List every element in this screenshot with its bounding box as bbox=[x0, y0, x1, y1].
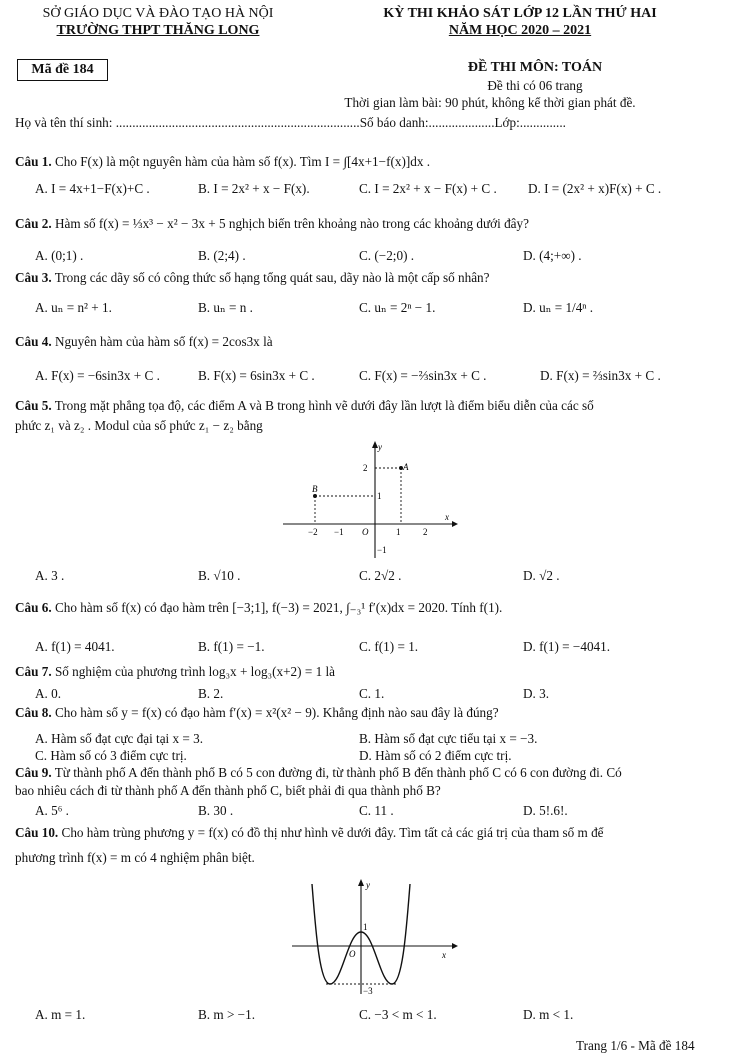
fig1-ytick-2: 2 bbox=[363, 463, 368, 473]
q7-choice-c[interactable]: C. 1. bbox=[359, 686, 385, 701]
fig1-xtick-neg2: −2 bbox=[308, 527, 318, 537]
question-8: Câu 8. Cho hàm số y = f(x) có đạo hàm f′(x) = x²(x² − 9). Khẳng định nào sau đây là đúng? bbox=[15, 705, 499, 720]
q5-choice-b[interactable]: B. √10 . bbox=[198, 568, 241, 583]
question-2: Câu 2. Hàm số f(x) = ⅓x³ − x² − 3x + 5 nghịch biến trên khoảng nào trong các khoảng dưới đây? bbox=[15, 216, 529, 231]
department-name: SỞ GIÁO DỤC VÀ ĐÀO TẠO HÀ NỘI bbox=[42, 6, 274, 21]
q4-choice-d[interactable]: D. F(x) = ⅔sin3x + C . bbox=[540, 368, 661, 383]
q8-choice-d[interactable]: D. Hàm số có 2 điểm cực trị. bbox=[359, 748, 512, 763]
question-1: Câu 1. Cho F(x) là một nguyên hàm của hàm số f(x). Tìm I = ∫[4x+1−f(x)]dx . bbox=[15, 154, 431, 169]
question-3: Câu 3. Trong các dãy số có công thức số hạng tổng quát sau, dãy nào là một cấp số nhân? bbox=[15, 270, 490, 285]
question-5: Câu 5. Trong mặt phẳng tọa độ, các điểm A và B trong hình vẽ dưới đây lần lượt là điểm biểu diễn của các số bbox=[15, 398, 594, 413]
q9-choice-c[interactable]: C. 11 . bbox=[359, 803, 394, 818]
fig2-y-label: y bbox=[366, 880, 370, 890]
fig1-xtick-neg1: −1 bbox=[334, 527, 344, 537]
subject-title: ĐỀ THI MÔN: TOÁN bbox=[467, 60, 603, 75]
q7-choice-b[interactable]: B. 2. bbox=[198, 686, 224, 701]
question-10: Câu 10. Cho hàm trùng phương y = f(x) có đồ thị như hình vẽ dưới đây. Tìm tất cả các giá trị của tham số m để bbox=[15, 825, 604, 840]
y-axis-arrow bbox=[358, 879, 364, 886]
q6-choice-c[interactable]: C. f(1) = 1. bbox=[359, 639, 419, 654]
fig2-ym3-label: −3 bbox=[363, 986, 373, 996]
question-4: Câu 4. Nguyên hàm của hàm số f(x) = 2cos3x là bbox=[15, 334, 273, 349]
q9-choice-d[interactable]: D. 5!.6!. bbox=[523, 803, 568, 818]
q7-choice-a[interactable]: A. 0. bbox=[35, 686, 62, 701]
fig1-y-label: y bbox=[378, 442, 382, 452]
x-axis-arrow bbox=[452, 943, 458, 949]
x-axis-arrow bbox=[452, 521, 458, 527]
q1-choice-a[interactable]: A. I = 4x+1−F(x)+C . bbox=[35, 181, 150, 196]
fig1-origin-label: O bbox=[362, 527, 369, 537]
q2-choice-b[interactable]: B. (2;4) . bbox=[198, 248, 246, 263]
q5-choice-c[interactable]: C. 2√2 . bbox=[359, 568, 402, 583]
q2-choice-c[interactable]: C. (−2;0) . bbox=[359, 248, 415, 263]
fig2-x-label: x bbox=[442, 950, 446, 960]
q10-choice-d[interactable]: D. m < 1. bbox=[523, 1007, 574, 1022]
q9-choice-a[interactable]: A. 5⁶ . bbox=[35, 803, 69, 818]
q5-choice-d[interactable]: D. √2 . bbox=[523, 568, 560, 583]
q3-choice-d[interactable]: D. uₙ = 1/4ⁿ . bbox=[523, 300, 594, 315]
q2-choice-d[interactable]: D. (4;+∞) . bbox=[523, 248, 582, 263]
q3-choice-a[interactable]: A. uₙ = n² + 1. bbox=[35, 300, 112, 315]
q6-choice-a[interactable]: A. f(1) = 4041. bbox=[35, 639, 115, 654]
question-9: Câu 9. Từ thành phố A đến thành phố B có 5 con đường đi, từ thành phố B đến thành phố C có 6 con đường đi. Có bbox=[15, 765, 622, 780]
question-7: Câu 7. Số nghiệm của phương trình log₃x + log₃(x+2) = 1 là bbox=[15, 664, 335, 679]
point-b bbox=[313, 494, 317, 498]
figure-complex-plane bbox=[280, 438, 460, 562]
q10-choice-b[interactable]: B. m > −1. bbox=[198, 1007, 256, 1022]
school-name: TRƯỜNG THPT THĂNG LONG bbox=[56, 23, 260, 38]
question-6: Câu 6. Cho hàm số f(x) có đạo hàm trên [−3;1], f(−3) = 2021, ∫₋₃¹ f′(x)dx = 2020. Tính f(1). bbox=[15, 600, 503, 615]
q9-choice-b[interactable]: B. 30 . bbox=[198, 803, 234, 818]
question-10-line2: phương trình f(x) = m có 4 nghiệm phân biệt. bbox=[15, 850, 255, 865]
q10-choice-c[interactable]: C. −3 < m < 1. bbox=[359, 1007, 437, 1022]
q4-choice-c[interactable]: C. F(x) = −⅔sin3x + C . bbox=[359, 368, 487, 383]
school-year: NĂM HỌC 2020 – 2021 bbox=[448, 23, 592, 38]
q4-choice-b[interactable]: B. F(x) = 6sin3x + C . bbox=[198, 368, 315, 383]
q8-choice-a[interactable]: A. Hàm số đạt cực đại tại x = 3. bbox=[35, 731, 204, 746]
exam-code-box: Mã đề 184 bbox=[17, 59, 108, 81]
q3-choice-b[interactable]: B. uₙ = n . bbox=[198, 300, 253, 315]
fig2-origin-label: O bbox=[349, 949, 356, 959]
q7-choice-d[interactable]: D. 3. bbox=[523, 686, 550, 701]
fig1-ytick-1: 1 bbox=[377, 491, 382, 501]
q6-choice-d[interactable]: D. f(1) = −4041. bbox=[523, 639, 611, 654]
q5-choice-a[interactable]: A. 3 . bbox=[35, 568, 65, 583]
fig1-point-a-label: A bbox=[403, 462, 409, 472]
q1-choice-d[interactable]: D. I = (2x² + x)F(x) + C . bbox=[528, 181, 662, 196]
q1-choice-b[interactable]: B. I = 2x² + x − F(x). bbox=[198, 181, 310, 196]
question-5-line2: phức z₁ và z₂ . Modul của số phức z₁ − z₂ bằng bbox=[15, 418, 263, 433]
fig1-xtick-1: 1 bbox=[396, 527, 401, 537]
q3-choice-c[interactable]: C. uₙ = 2ⁿ − 1. bbox=[359, 300, 436, 315]
q6-choice-b[interactable]: B. f(1) = −1. bbox=[198, 639, 265, 654]
q2-choice-a[interactable]: A. (0;1) . bbox=[35, 248, 84, 263]
fig1-x-label: x bbox=[445, 512, 449, 522]
figure-quartic-graph bbox=[290, 876, 460, 998]
q8-choice-b[interactable]: B. Hàm số đạt cực tiểu tại x = −3. bbox=[359, 731, 538, 746]
fig1-point-b-label: B bbox=[312, 484, 318, 494]
fig2-y1-label: 1 bbox=[363, 922, 368, 932]
question-9-line2: bao nhiêu cách đi từ thành phố A đến thành phố C, biết phải đi qua thành phố B? bbox=[15, 783, 441, 798]
fig1-ytick-neg1: −1 bbox=[377, 545, 387, 555]
student-info-line: Họ và tên thí sinh: ..........................................................................Số báo danh:....................Lớp:.............. bbox=[15, 115, 566, 130]
time-limit: Thời gian làm bài: 90 phút, không kể thời gian phát đề. bbox=[344, 95, 636, 110]
exam-title: KỲ THI KHẢO SÁT LỚP 12 LẦN THỨ HAI bbox=[383, 6, 657, 21]
q10-choice-a[interactable]: A. m = 1. bbox=[35, 1007, 86, 1022]
page-count: Đề thi có 06 trang bbox=[487, 78, 583, 93]
q1-choice-c[interactable]: C. I = 2x² + x − F(x) + C . bbox=[359, 181, 497, 196]
fig1-xtick-2: 2 bbox=[423, 527, 428, 537]
q8-choice-c[interactable]: C. Hàm số có 3 điểm cực trị. bbox=[35, 748, 187, 763]
q4-choice-a[interactable]: A. F(x) = −6sin3x + C . bbox=[35, 368, 160, 383]
page-footer: Trang 1/6 - Mã đề 184 bbox=[576, 1038, 695, 1053]
